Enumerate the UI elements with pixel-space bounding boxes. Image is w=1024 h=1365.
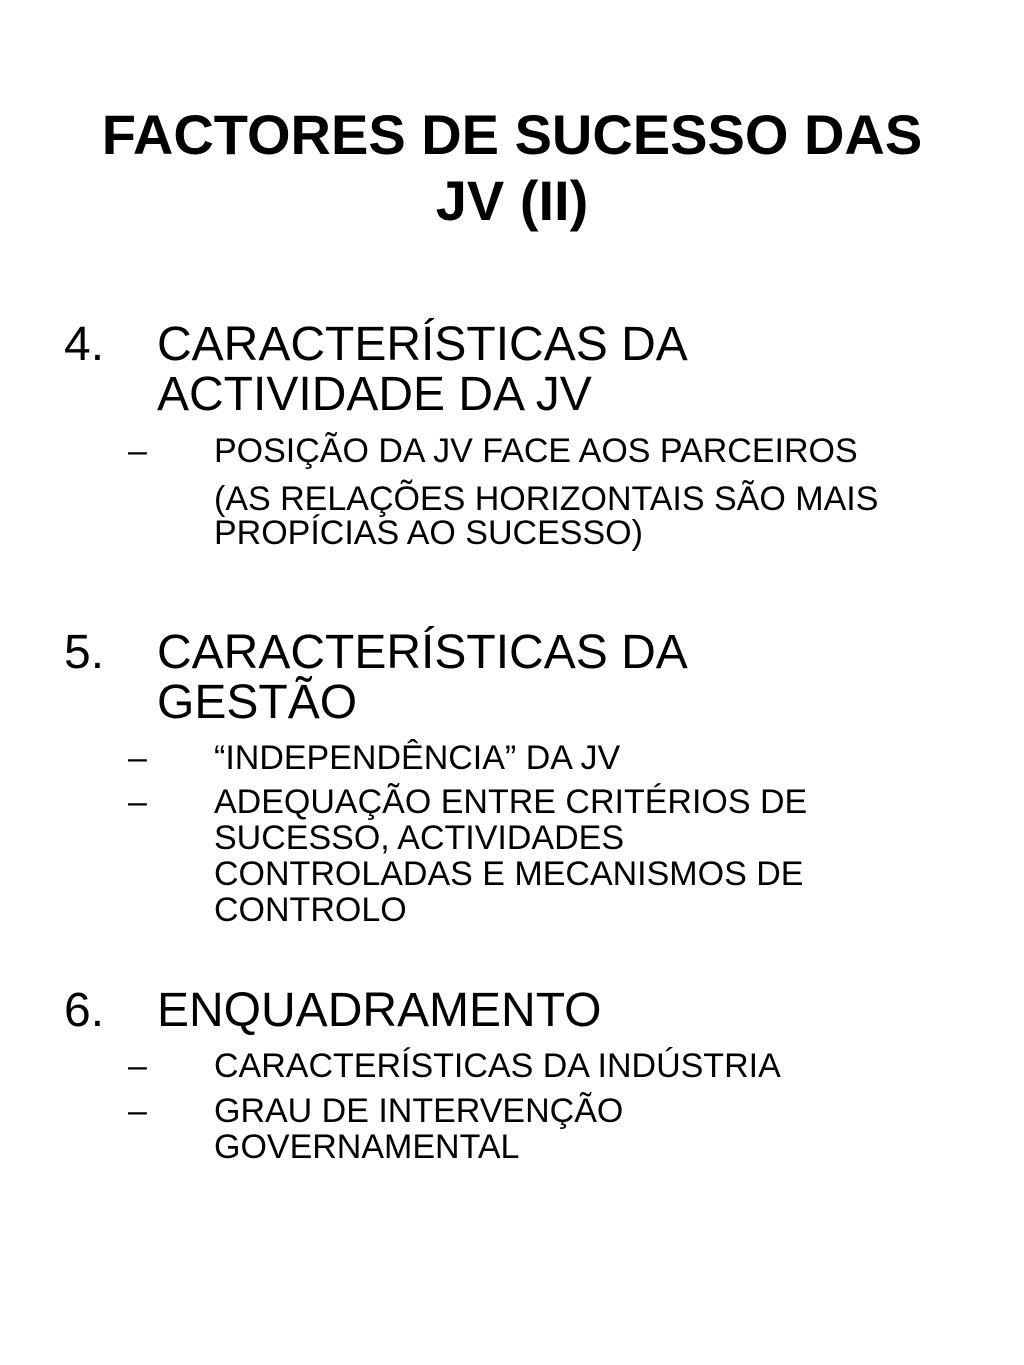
bullet-text: CARACTERÍSTICAS DA INDÚSTRIA (214, 1047, 781, 1085)
bullet-text: GOVERNAMENTAL (214, 1128, 520, 1166)
bullet-dash: – (128, 783, 147, 821)
bullet-text: CONTROLO (214, 891, 407, 929)
section-number: 5. (64, 626, 105, 679)
bullet-dash: – (128, 1047, 147, 1085)
bullet-text: PROPÍCIAS AO SUCESSO) (214, 514, 643, 552)
bullet-dash: – (128, 739, 147, 777)
bullet-dash: – (128, 432, 147, 470)
slide-title-line-2: JV (II) (435, 169, 589, 232)
bullet-text: POSIÇÃO DA JV FACE AOS PARCEIROS (214, 432, 858, 470)
slide-title (40, 102, 984, 234)
bullet-text: ADEQUAÇÃO ENTRE CRITÉRIOS DE (214, 783, 808, 821)
slide-title-line-1: FACTORES DE SUCESSO DAS (101, 103, 923, 166)
section-number: 6. (64, 984, 105, 1037)
bullet-text: SUCESSO, ACTIVIDADES (214, 819, 624, 857)
section-heading-line: ENQUADRAMENTO (157, 984, 602, 1037)
section-number: 4. (64, 318, 105, 371)
bullet-text: (AS RELAÇÕES HORIZONTAIS SÃO MAIS (214, 480, 879, 518)
section-heading-line: CARACTERÍSTICAS DA (157, 318, 688, 371)
section-heading-line: CARACTERÍSTICAS DA (157, 626, 688, 679)
bullet-dash: – (128, 1092, 147, 1130)
bullet-text: GRAU DE INTERVENÇÃO (214, 1092, 624, 1130)
section-heading-line: GESTÃO (157, 676, 358, 729)
bullet-text: CONTROLADAS E MECANISMOS DE (214, 855, 804, 893)
bullet-text: “INDEPENDÊNCIA” DA JV (214, 739, 621, 777)
section-heading-line: ACTIVIDADE DA JV (157, 368, 592, 421)
